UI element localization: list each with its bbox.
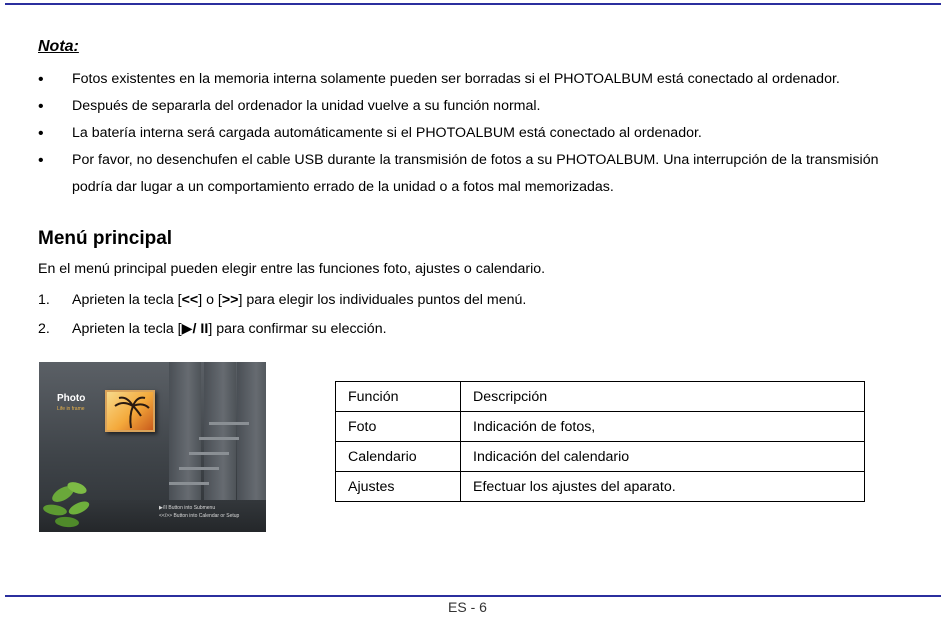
main-menu-screenshot xyxy=(39,362,266,532)
menu-intro: En el menú principal pueden elegir entre las funciones foto, ajustes o calendario. xyxy=(38,261,546,277)
table-cell: Función xyxy=(336,382,461,412)
palm-photo-frame xyxy=(105,390,155,432)
step-number: 1. xyxy=(38,292,50,308)
nota-list xyxy=(38,66,918,201)
function-table xyxy=(335,381,865,502)
table-row xyxy=(336,412,865,442)
nota-item: • Por favor, no desenchufen el cable USB durante la transmisión de fotos a su PHOTOALBUM. Una interrupción de la transmisión podría dar lugar a un comportamiento errado de la unidad o a fotos mal memorizadas. xyxy=(38,147,918,201)
screenshot-title: Photo xyxy=(57,393,86,404)
top-rule xyxy=(5,3,941,5)
screenshot-hint: <</>> Button into Calendar or Setup xyxy=(159,513,240,519)
table-cell: Foto xyxy=(336,412,461,442)
nota-item: • Después de separarla del ordenador la unidad vuelve a su función normal. xyxy=(38,93,918,120)
nota-title: Nota: xyxy=(38,38,79,55)
table-header-row xyxy=(336,382,865,412)
stair-step xyxy=(209,422,249,425)
stair-step xyxy=(189,452,229,455)
table-row xyxy=(336,442,865,472)
stair-step xyxy=(179,467,219,470)
bottom-rule xyxy=(5,595,941,597)
step-text: ] para confirmar su elección. xyxy=(208,321,387,337)
step-text: ] o [ xyxy=(198,292,222,308)
steps-list xyxy=(38,286,918,344)
page-number: ES - 6 xyxy=(448,599,487,615)
table-cell: Descripción xyxy=(461,382,865,412)
step-item xyxy=(38,286,918,315)
screenshot-subtitle: Life in frame xyxy=(57,406,85,412)
wall-panel xyxy=(169,362,201,512)
nota-item: • Fotos existentes en la memoria interna solamente pueden ser borradas si el PHOTOALBUM está conectado al ordenador. xyxy=(38,66,918,93)
table-cell: Efectuar los ajustes del aparato. xyxy=(461,472,865,502)
step-item xyxy=(38,315,918,344)
plant-icon xyxy=(41,474,101,532)
play-pause-key-icon: ▶/ II xyxy=(181,321,209,337)
step-number: 2. xyxy=(38,321,50,337)
table-cell: Indicación de fotos, xyxy=(461,412,865,442)
table-cell: Indicación del calendario xyxy=(461,442,865,472)
nota-item: • La batería interna será cargada automáticamente si el PHOTOALBUM está conectado al ordenador. xyxy=(38,120,918,147)
palm-tree-icon xyxy=(107,392,153,430)
screenshot-hint: ▶/II Button into Submenu xyxy=(159,505,216,511)
table-cell: Calendario xyxy=(336,442,461,472)
step-text: Aprieten la tecla [ xyxy=(72,292,182,308)
rewind-key-icon: << xyxy=(181,292,199,308)
stair-step xyxy=(169,482,209,485)
section-title: Menú principal xyxy=(38,228,173,249)
wall-panel xyxy=(237,362,266,512)
table-row xyxy=(336,472,865,502)
stair-step xyxy=(199,437,239,440)
forward-key-icon: >> xyxy=(221,292,239,308)
step-text: ] para elegir los individuales puntos del menú. xyxy=(238,292,527,308)
table-cell: Ajustes xyxy=(336,472,461,502)
step-text: Aprieten la tecla [ xyxy=(72,321,182,337)
